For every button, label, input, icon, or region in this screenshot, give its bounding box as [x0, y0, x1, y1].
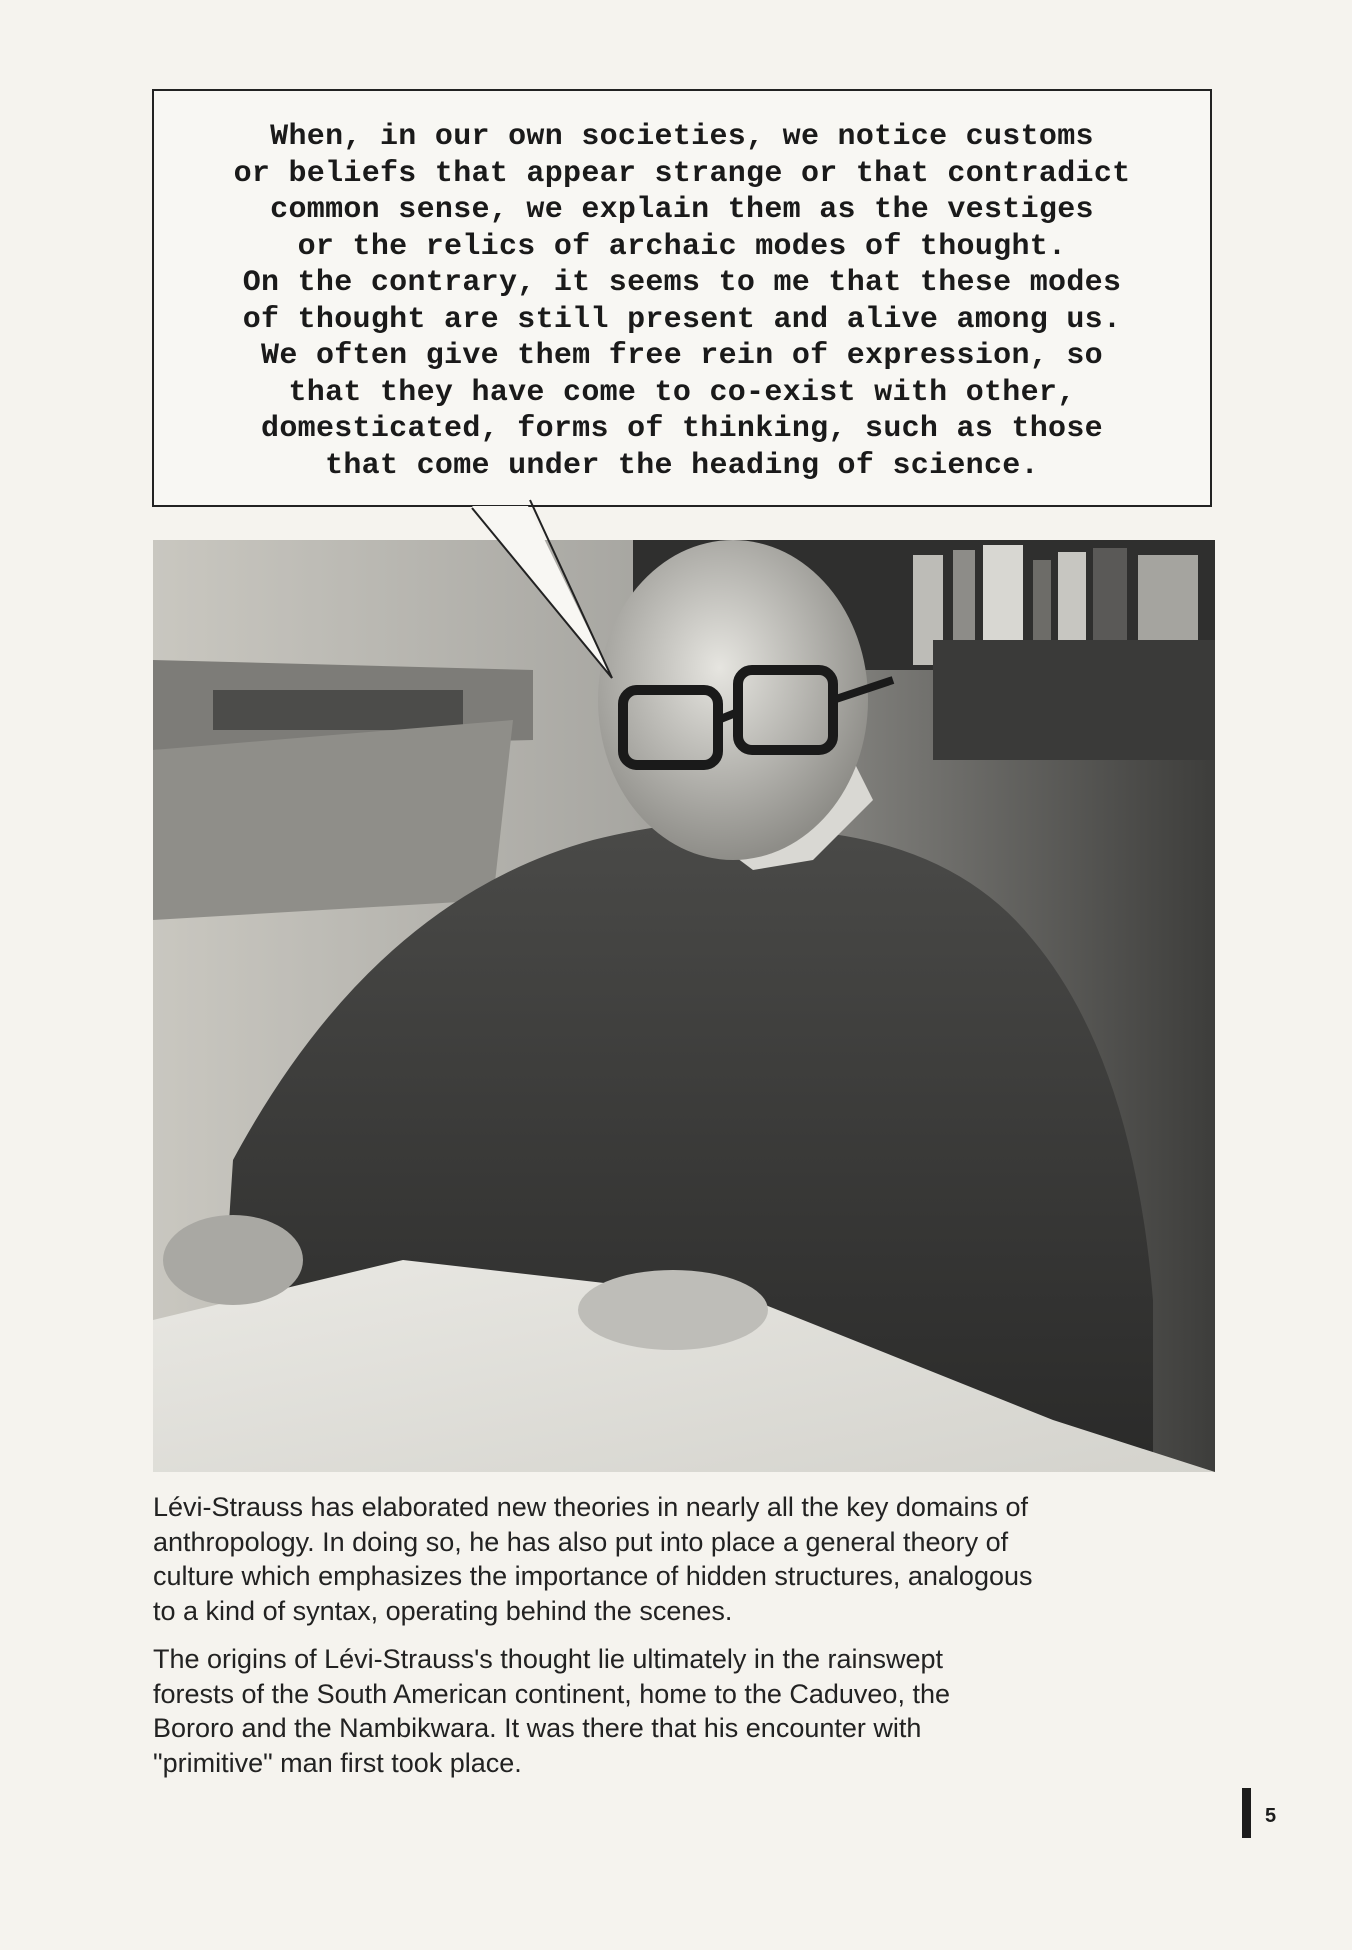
quote-line: common sense, we explain them as the vestiges	[270, 193, 1094, 227]
caption	[153, 1490, 1223, 1794]
quote-line: When, in our own societies, we notice customs	[270, 120, 1094, 154]
page-marker-bar	[1242, 1788, 1251, 1838]
quote-line: domesticated, forms of thinking, such as those	[261, 412, 1103, 446]
caption-line: forests of the South American continent, home to the Caduveo, the	[153, 1678, 950, 1709]
caption-line: The origins of Lévi-Strauss's thought lie ultimately in the rainswept	[153, 1644, 944, 1674]
quote-line: that come under the heading of science.	[325, 448, 1039, 483]
quote-line: or the relics of archaic modes of thought.	[297, 229, 1067, 264]
caption-line: Bororo and the Nambikwara. It was there that his encounter with	[153, 1713, 922, 1743]
quote-line: On the contrary, it seems to me that these modes	[242, 266, 1122, 300]
quote-line: of thought are still present and alive among us.	[242, 302, 1122, 337]
page-number: 5	[1265, 1805, 1277, 1827]
caption-line: culture which emphasizes the importance of hidden structures, analogous	[153, 1561, 1033, 1591]
quote-line: or beliefs that appear strange or that contradict	[233, 156, 1131, 191]
caption-line: anthropology. In doing so, he has also put into place a general theory of	[153, 1526, 1009, 1557]
caption-paragraph	[153, 1642, 1223, 1780]
caption-line: to a kind of syntax, operating behind the scenes.	[153, 1595, 733, 1626]
caption-paragraph	[153, 1490, 1223, 1628]
caption-line: "primitive" man first took place.	[153, 1747, 522, 1778]
quote-line: We often give them free rein of expression, so	[261, 339, 1103, 373]
caption-line: Lévi-Strauss has elaborated new theories in nearly all the key domains of	[153, 1492, 1028, 1522]
quote-line: that they have come to co-exist with other,	[288, 375, 1076, 410]
